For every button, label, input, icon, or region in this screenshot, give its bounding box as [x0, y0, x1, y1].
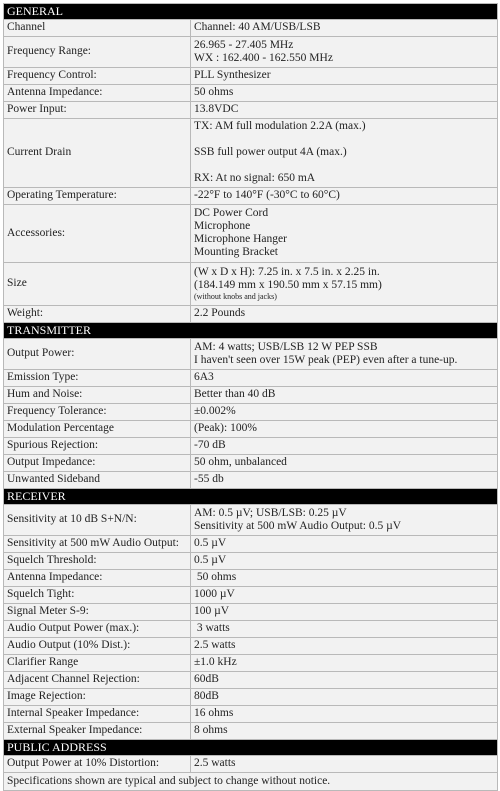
- spec-value-line: AM: 0.5 µV; USB/LSB: 0.25 µV: [194, 506, 347, 519]
- spec-value-line: TX: AM full modulation 2.2A (max.): [194, 120, 366, 132]
- spec-value-line: Sensitivity at 500 mW Audio Output: 0.5 µV: [194, 519, 402, 532]
- spec-value: [191, 263, 498, 306]
- spec-value: 8 ohms: [191, 723, 498, 740]
- spec-value: 100 µV: [191, 604, 498, 621]
- accessory-item: Microphone: [194, 220, 251, 232]
- spec-value-line: (184.149 mm x 190.50 mm x 57.15 mm): [194, 278, 382, 291]
- spec-label: Frequency Range:: [4, 37, 191, 68]
- spec-label: Power Input:: [4, 102, 191, 119]
- spec-row-pa-output-power: [4, 756, 498, 773]
- section-public-address: [4, 740, 498, 756]
- section-header-public-address: PUBLIC ADDRESS: [4, 740, 498, 756]
- section-general: [4, 4, 498, 20]
- section-header-receiver: RECEIVER: [4, 489, 498, 505]
- spec-value: 13.8VDC: [191, 102, 498, 119]
- spec-row-current-drain: [4, 119, 498, 188]
- spec-label: Accessories:: [4, 205, 191, 263]
- spec-value: 50 ohm, unbalanced: [191, 455, 498, 472]
- spec-value: 3 watts: [191, 621, 498, 638]
- spec-value: [191, 339, 498, 370]
- spec-label: Antenna Impedance:: [4, 570, 191, 587]
- spec-row-external-speaker: [4, 723, 498, 740]
- spec-row-rx-antenna-impedance: [4, 570, 498, 587]
- section-header-general: GENERAL: [4, 4, 498, 20]
- spec-value: [191, 119, 498, 188]
- spec-value: -70 dB: [191, 438, 498, 455]
- spec-value: 16 ohms: [191, 706, 498, 723]
- spec-value-line: WX : 162.400 - 162.550 MHz: [194, 51, 333, 64]
- spec-value-line: SSB full power output 4A (max.): [194, 146, 347, 158]
- spec-row-modulation-percentage: [4, 421, 498, 438]
- spec-value: Better than 40 dB: [191, 387, 498, 404]
- spec-row-adjacent-channel-rejection: [4, 672, 498, 689]
- specifications-table: [3, 3, 498, 791]
- spec-value: 50 ohms: [191, 570, 498, 587]
- spec-value: 60dB: [191, 672, 498, 689]
- spec-sheet: [3, 3, 497, 791]
- spec-value: 50 ohms: [191, 85, 498, 102]
- spec-value: PLL Synthesizer: [191, 68, 498, 85]
- spec-row-audio-output-power: [4, 621, 498, 638]
- spec-label: Hum and Noise:: [4, 387, 191, 404]
- spec-row-frequency-control: [4, 68, 498, 85]
- spec-value: 2.2 Pounds: [191, 306, 498, 323]
- spec-value: 2.5 watts: [191, 638, 498, 655]
- spec-row-internal-speaker: [4, 706, 498, 723]
- spec-label: Operating Temperature:: [4, 188, 191, 205]
- footer-row: [4, 773, 498, 791]
- spec-label: Modulation Percentage: [4, 421, 191, 438]
- spec-row-squelch-tight: [4, 587, 498, 604]
- spec-value: [191, 205, 498, 263]
- spec-label: Squelch Tight:: [4, 587, 191, 604]
- spec-label: Signal Meter S-9:: [4, 604, 191, 621]
- spec-label: Sensitivity at 10 dB S+N/N:: [4, 505, 191, 536]
- section-transmitter: [4, 323, 498, 339]
- spec-label: External Speaker Impedance:: [4, 723, 191, 740]
- spec-label: Adjacent Channel Rejection:: [4, 672, 191, 689]
- spec-label: Audio Output Power (max.):: [4, 621, 191, 638]
- spec-row-image-rejection: [4, 689, 498, 706]
- spec-label: Spurious Rejection:: [4, 438, 191, 455]
- spec-value: Channel: 40 AM/USB/LSB: [191, 20, 498, 37]
- spec-label: Audio Output (10% Dist.):: [4, 638, 191, 655]
- spec-row-accessories: [4, 205, 498, 263]
- spec-row-sensitivity-500mw: [4, 536, 498, 553]
- spec-label: Antenna Impedance:: [4, 85, 191, 102]
- spec-label: Channel: [4, 20, 191, 37]
- spec-label: Sensitivity at 500 mW Audio Output:: [4, 536, 191, 553]
- spec-value: ±0.002%: [191, 404, 498, 421]
- accessory-item: Mounting Bracket: [194, 246, 278, 258]
- spec-label: Frequency Tolerance:: [4, 404, 191, 421]
- spec-label: Output Impedance:: [4, 455, 191, 472]
- spec-value: [191, 37, 498, 68]
- section-receiver: [4, 489, 498, 505]
- spec-label: Weight:: [4, 306, 191, 323]
- spec-label: Output Power at 10% Distortion:: [4, 756, 191, 773]
- accessory-item: Microphone Hanger: [194, 233, 287, 245]
- spec-value-line: 26.965 - 27.405 MHz: [194, 38, 294, 51]
- spec-value: ±1.0 kHz: [191, 655, 498, 672]
- spec-row-antenna-impedance: [4, 85, 498, 102]
- spec-label: Clarifier Range: [4, 655, 191, 672]
- spec-value: 1000 µV: [191, 587, 498, 604]
- spec-row-sensitivity-10db: [4, 505, 498, 536]
- spec-row-power-input: [4, 102, 498, 119]
- spec-row-channel: [4, 20, 498, 37]
- spec-label: Current Drain: [4, 119, 191, 188]
- spec-row-audio-output-dist: [4, 638, 498, 655]
- spec-row-emission-type: [4, 370, 498, 387]
- spec-value-note: (without knobs and jacks): [194, 291, 277, 301]
- spec-row-spurious-rejection: [4, 438, 498, 455]
- spec-row-frequency-tolerance: [4, 404, 498, 421]
- spec-label: Image Rejection:: [4, 689, 191, 706]
- spec-label: Emission Type:: [4, 370, 191, 387]
- spec-value: (Peak): 100%: [191, 421, 498, 438]
- spec-value-line: I haven't seen over 15W peak (PEP) even after a tune-up.: [194, 353, 458, 366]
- spec-label: Internal Speaker Impedance:: [4, 706, 191, 723]
- spec-row-clarifier-range: [4, 655, 498, 672]
- spec-value: 0.5 µV: [191, 536, 498, 553]
- spec-label: Unwanted Sideband: [4, 472, 191, 489]
- spec-row-weight: [4, 306, 498, 323]
- spec-value: 0.5 µV: [191, 553, 498, 570]
- section-header-transmitter: TRANSMITTER: [4, 323, 498, 339]
- spec-label: Frequency Control:: [4, 68, 191, 85]
- spec-row-output-impedance: [4, 455, 498, 472]
- spec-row-size: [4, 263, 498, 306]
- spec-row-frequency-range: [4, 37, 498, 68]
- spec-value: -55 db: [191, 472, 498, 489]
- spec-label: Size: [4, 263, 191, 306]
- spec-value: 6A3: [191, 370, 498, 387]
- spec-value: -22°F to 140°F (-30°C to 60°C): [191, 188, 498, 205]
- spec-value-line: AM: 4 watts; USB/LSB 12 W PEP SSB: [194, 340, 378, 353]
- spec-row-signal-meter: [4, 604, 498, 621]
- spec-value: 2.5 watts: [191, 756, 498, 773]
- spec-row-squelch-threshold: [4, 553, 498, 570]
- spec-row-operating-temperature: [4, 188, 498, 205]
- spec-value-line: RX: At no signal: 650 mA: [194, 172, 316, 184]
- accessory-item: DC Power Cord: [194, 207, 269, 219]
- spec-value-line: (W x D x H): 7.25 in. x 7.5 in. x 2.25 in.: [194, 265, 380, 278]
- spec-label: Squelch Threshold:: [4, 553, 191, 570]
- spec-value: 80dB: [191, 689, 498, 706]
- spec-row-unwanted-sideband: [4, 472, 498, 489]
- footer-note: Specifications shown are typical and subject to change without notice.: [4, 773, 498, 791]
- spec-row-output-power: [4, 339, 498, 370]
- spec-row-hum-noise: [4, 387, 498, 404]
- spec-label: Output Power:: [4, 339, 191, 370]
- spec-value: [191, 505, 498, 536]
